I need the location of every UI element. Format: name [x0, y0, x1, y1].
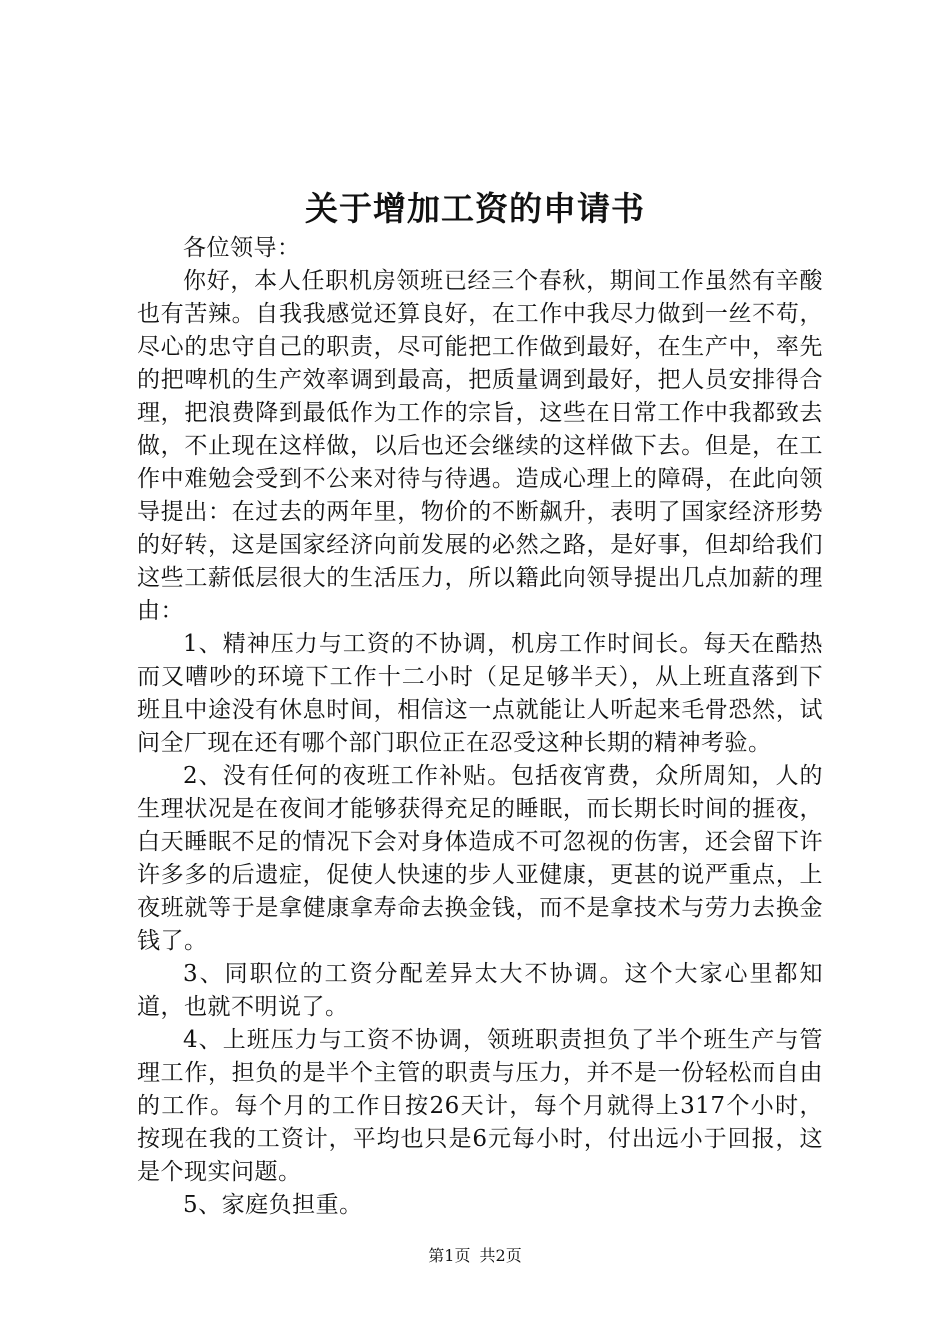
paragraph-reason-1: 1、精神压力与工资的不协调，机房工作时间长。每天在酷热而又嘈吵的环境下工作十二小时（足足够半天），从上班直落到下班且中途没有休息时间，相信这一点就能让人听起来毛骨恐然，试问全厂现在还有哪个部门职位正在忍受这种长期的精神考验。: [137, 631, 823, 756]
paragraph-reason-2: 2、没有任何的夜班工作补贴。包括夜宵费，众所周知，人的生理状况是在夜间才能够获得充足的睡眠，而长期长时间的捱夜，白天睡眠不足的情况下会对身体造成不可忽视的伤害，还会留下许许多多的后遗症，促使人快速的步人亚健康，更甚的说严重点，上夜班就等于是拿健康拿寿命去换金钱，而不是拿技术与劳力去换金钱了。: [137, 763, 823, 954]
salutation: 各位领导：: [183, 235, 301, 261]
page-number-footer: 第1页 共2页: [428, 1246, 522, 1265]
paragraph-reason-3: 3、同职位的工资分配差异太大不协调。这个大家心里都知道，也就不明说了。: [137, 961, 823, 1020]
document-title: 关于增加工资的申请书: [305, 189, 645, 228]
paragraph-reason-4: 4、上班压力与工资不协调，领班职责担负了半个班生产与管理工作，担负的是半个主管的职责与压力，并不是一份轻松而自由的工作。每个月的工作日按26天计，每个月就得上317个小时，按现在我的工资计，平均也只是6元每小时，付出远小于回报，这是个现实问题。: [137, 1027, 823, 1185]
document-body: [137, 232, 823, 1222]
paragraph-reason-5: 5、家庭负担重。: [183, 1192, 363, 1218]
paragraph-intro: 你好，本人任职机房领班已经三个春秋，期间工作虽然有辛酸也有苦辣。自我我感觉还算良好，在工作中我尽力做到一丝不苟，尽心的忠守自己的职责，尽可能把工作做到最好，在生产中，率先的把啤机的生产效率调到最高，把质量调到最好，把人员安排得合理，把浪费降到最低作为工作的宗旨，这些在日常工作中我都致去做，不止现在这样做，以后也还会继续的这样做下去。但是，在工作中难勉会受到不公来对待与待遇。造成心理上的障碍，在此向领导提出：在过去的两年里，物价的不断飙升，表明了国家经济形势的好转，这是国家经济向前发展的必然之路，是好事，但却给我们这些工薪低层很大的生活压力，所以籍此向领导提出几点加薪的理由：: [137, 268, 823, 624]
